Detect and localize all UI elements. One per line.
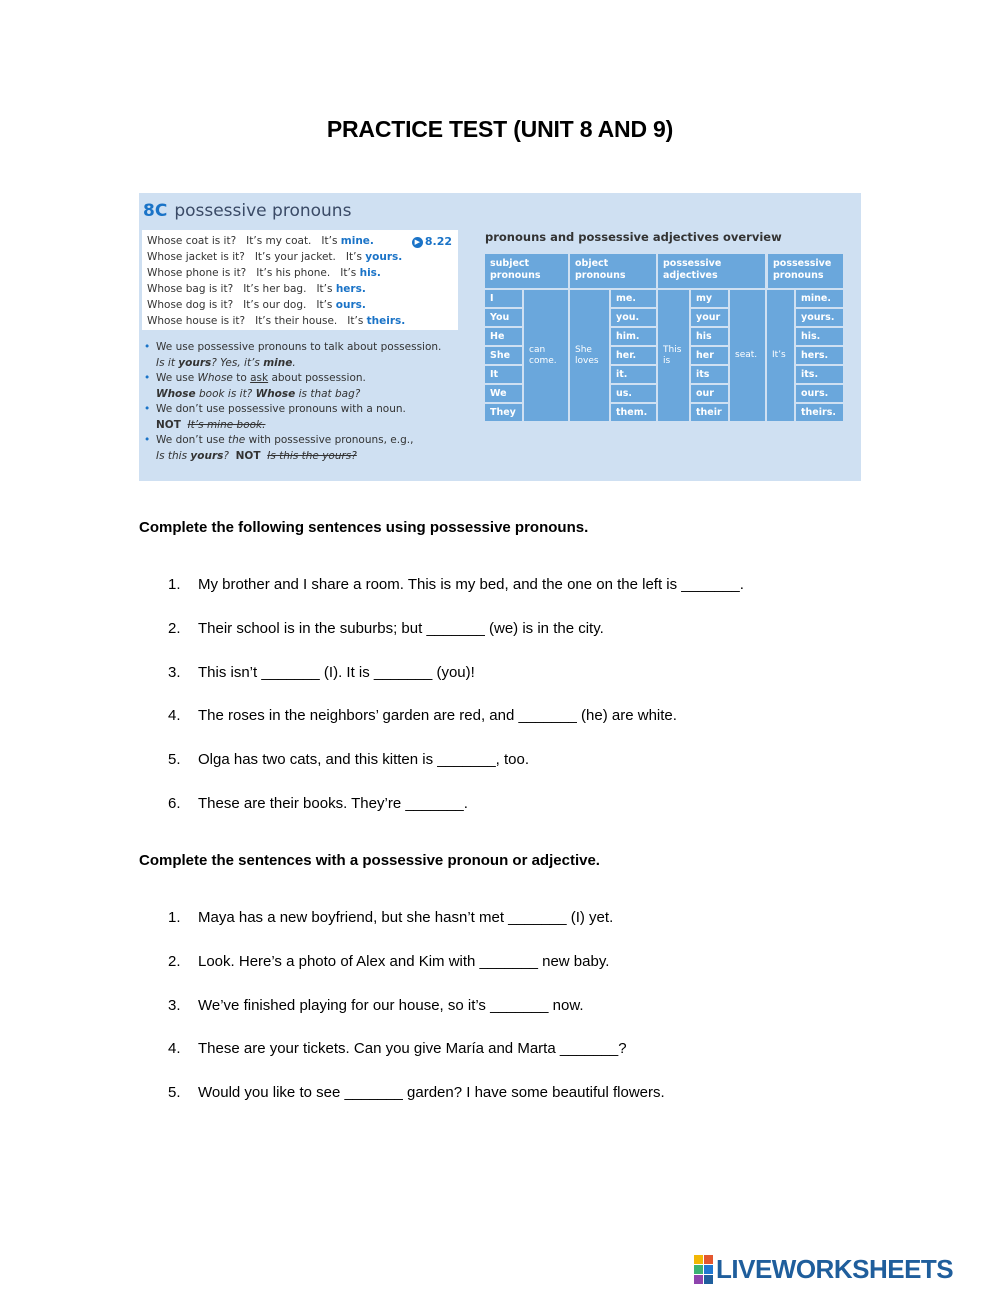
exercise-item: [168, 751, 529, 768]
table-cell: hers.: [796, 347, 843, 364]
verb-cell: can come.: [524, 290, 568, 421]
exercise-item: [168, 795, 468, 812]
page-title: PRACTICE TEST (UNIT 8 AND 9): [326, 116, 674, 142]
instruction-2: Complete the sentences with a possessive pronoun or adjective.: [139, 852, 600, 869]
logo-square: [694, 1275, 703, 1284]
item-number: 2.: [168, 952, 181, 970]
table-cell: you.: [611, 309, 656, 326]
item-text: This isn’t _______ (I). It is _______ (you)!: [198, 663, 475, 681]
exercise-item: [168, 620, 604, 637]
table-cell: yours.: [796, 309, 843, 326]
item-text: Maya has a new boyfriend, but she hasn’t met _______ (I) yet.: [198, 909, 614, 926]
liveworksheets-logo[interactable]: [694, 1254, 953, 1286]
item-number: 4.: [168, 1040, 181, 1058]
table-cell: It: [485, 366, 522, 383]
noun-cell: seat.: [730, 290, 765, 421]
item-text: We’ve finished playing for our house, so it’s _______ now.: [198, 996, 584, 1014]
table-header: possessive adjectives: [658, 254, 765, 288]
item-text: Look. Here’s a photo of Alex and Kim with _______ new baby.: [198, 952, 610, 970]
rule-item: • We use possessive pronouns to talk about possession. Is it yours? Yes, it’s mine.: [144, 341, 442, 369]
item-text: Olga has two cats, and this kitten is _______, too.: [198, 751, 530, 769]
example-line: Whose house is it? It’s their house. It’s theirs.: [147, 315, 406, 327]
adjective-column: [691, 290, 728, 421]
item-text: These are your tickets. Can you give María and Marta _______?: [198, 1040, 627, 1058]
rule-item: • We use Whose to ask about possession. Whose book is it? Whose is that bag?: [144, 372, 366, 400]
item-number: 1.: [168, 576, 181, 593]
table-cell: theirs.: [796, 404, 843, 421]
verb-cell: It’s: [767, 290, 794, 421]
item-number: 3.: [168, 663, 181, 681]
table-cell: my: [691, 290, 728, 307]
item-number: 1.: [168, 909, 181, 926]
audio-label: 8.22: [424, 235, 452, 248]
grammar-box: [139, 193, 861, 481]
table-cell: I: [485, 290, 522, 307]
table-cell: She: [485, 347, 522, 364]
grammar-heading: [143, 201, 351, 221]
example-line: Whose bag is it? It’s her bag. It’s hers.: [147, 283, 366, 295]
logo-square: [704, 1255, 713, 1264]
exercise-item: [168, 576, 744, 593]
table-cell: it.: [611, 366, 656, 383]
table-cell: his.: [796, 328, 843, 345]
table-cell: They: [485, 404, 522, 421]
item-text: Their school is in the suburbs; but _______ (we) is in the city.: [198, 619, 604, 637]
grammar-rules: [143, 340, 463, 464]
table-cell: You: [485, 309, 522, 326]
speaker-icon: ▶: [412, 237, 423, 248]
exercise-item: [168, 664, 475, 681]
item-number: 4.: [168, 707, 181, 725]
item-number: 5.: [168, 1084, 181, 1102]
table-header: possessive pronouns: [768, 254, 843, 288]
subject-column: [485, 290, 522, 421]
exercise-item: [168, 953, 609, 970]
item-number: 5.: [168, 751, 181, 769]
audio-track[interactable]: [412, 235, 452, 248]
example-line: Whose dog is it? It’s our dog. It’s ours.: [147, 299, 366, 311]
table-cell: his: [691, 328, 728, 345]
item-number: 6.: [168, 795, 181, 812]
exercise-item: [168, 1084, 665, 1101]
exercise-item: [168, 997, 584, 1014]
exercise-item: [168, 1040, 627, 1057]
verb-cell: She loves: [570, 290, 609, 421]
table-cell: our: [691, 385, 728, 402]
logo-square: [704, 1275, 713, 1284]
table-header: object pronouns: [570, 254, 656, 288]
table-cell: me.: [611, 290, 656, 307]
table-cell: them.: [611, 404, 656, 421]
grammar-code: 8C: [143, 201, 168, 221]
logo-square: [704, 1265, 713, 1274]
item-number: 3.: [168, 996, 181, 1014]
table-cell: him.: [611, 328, 656, 345]
table-cell: ours.: [796, 385, 843, 402]
logo-square: [694, 1265, 703, 1274]
overview-title: pronouns and possessive adjectives overview: [485, 230, 782, 244]
possessive-column: [796, 290, 843, 421]
exercise-item: [168, 707, 677, 724]
table-cell: We: [485, 385, 522, 402]
table-cell: us.: [611, 385, 656, 402]
table-cell: her: [691, 347, 728, 364]
table-cell: its: [691, 366, 728, 383]
exercise-item: [168, 909, 613, 926]
item-text: Would you like to see _______ garden? I have some beautiful flowers.: [198, 1084, 665, 1102]
table-cell: mine.: [796, 290, 843, 307]
table-cell: its.: [796, 366, 843, 383]
example-line: Whose coat is it? It’s my coat. It’s mine.: [147, 235, 374, 247]
item-text: These are their books. They’re _______.: [198, 795, 468, 812]
table-cell: her.: [611, 347, 656, 364]
table-cell: He: [485, 328, 522, 345]
rule-item: • We don’t use possessive pronouns with a noun. NOT It’s mine book.: [144, 403, 406, 431]
example-line: Whose jacket is it? It’s your jacket. It’s yours.: [147, 251, 403, 263]
examples-panel: [142, 230, 458, 330]
item-number: 2.: [168, 619, 181, 637]
logo-icon: [694, 1255, 713, 1284]
grammar-title: possessive pronouns: [174, 201, 352, 221]
rule-item: • We don’t use the with possessive pronouns, e.g., Is this yours? NOT Is this the yours?: [144, 434, 414, 462]
example-line: Whose phone is it? It’s his phone. It’s his.: [147, 267, 381, 279]
logo-text: LIVEWORKSHEETS: [716, 1254, 954, 1284]
logo-square: [694, 1255, 703, 1264]
object-column: [611, 290, 656, 421]
item-text: The roses in the neighbors’ garden are red, and _______ (he) are white.: [198, 707, 677, 725]
item-text: My brother and I share a room. This is my bed, and the one on the left is _______.: [198, 576, 744, 593]
verb-cell: This is: [658, 290, 689, 421]
table-cell: their: [691, 404, 728, 421]
instruction-1: Complete the following sentences using possessive pronouns.: [139, 519, 589, 536]
table-header: subject pronouns: [485, 254, 568, 288]
table-cell: your: [691, 309, 728, 326]
